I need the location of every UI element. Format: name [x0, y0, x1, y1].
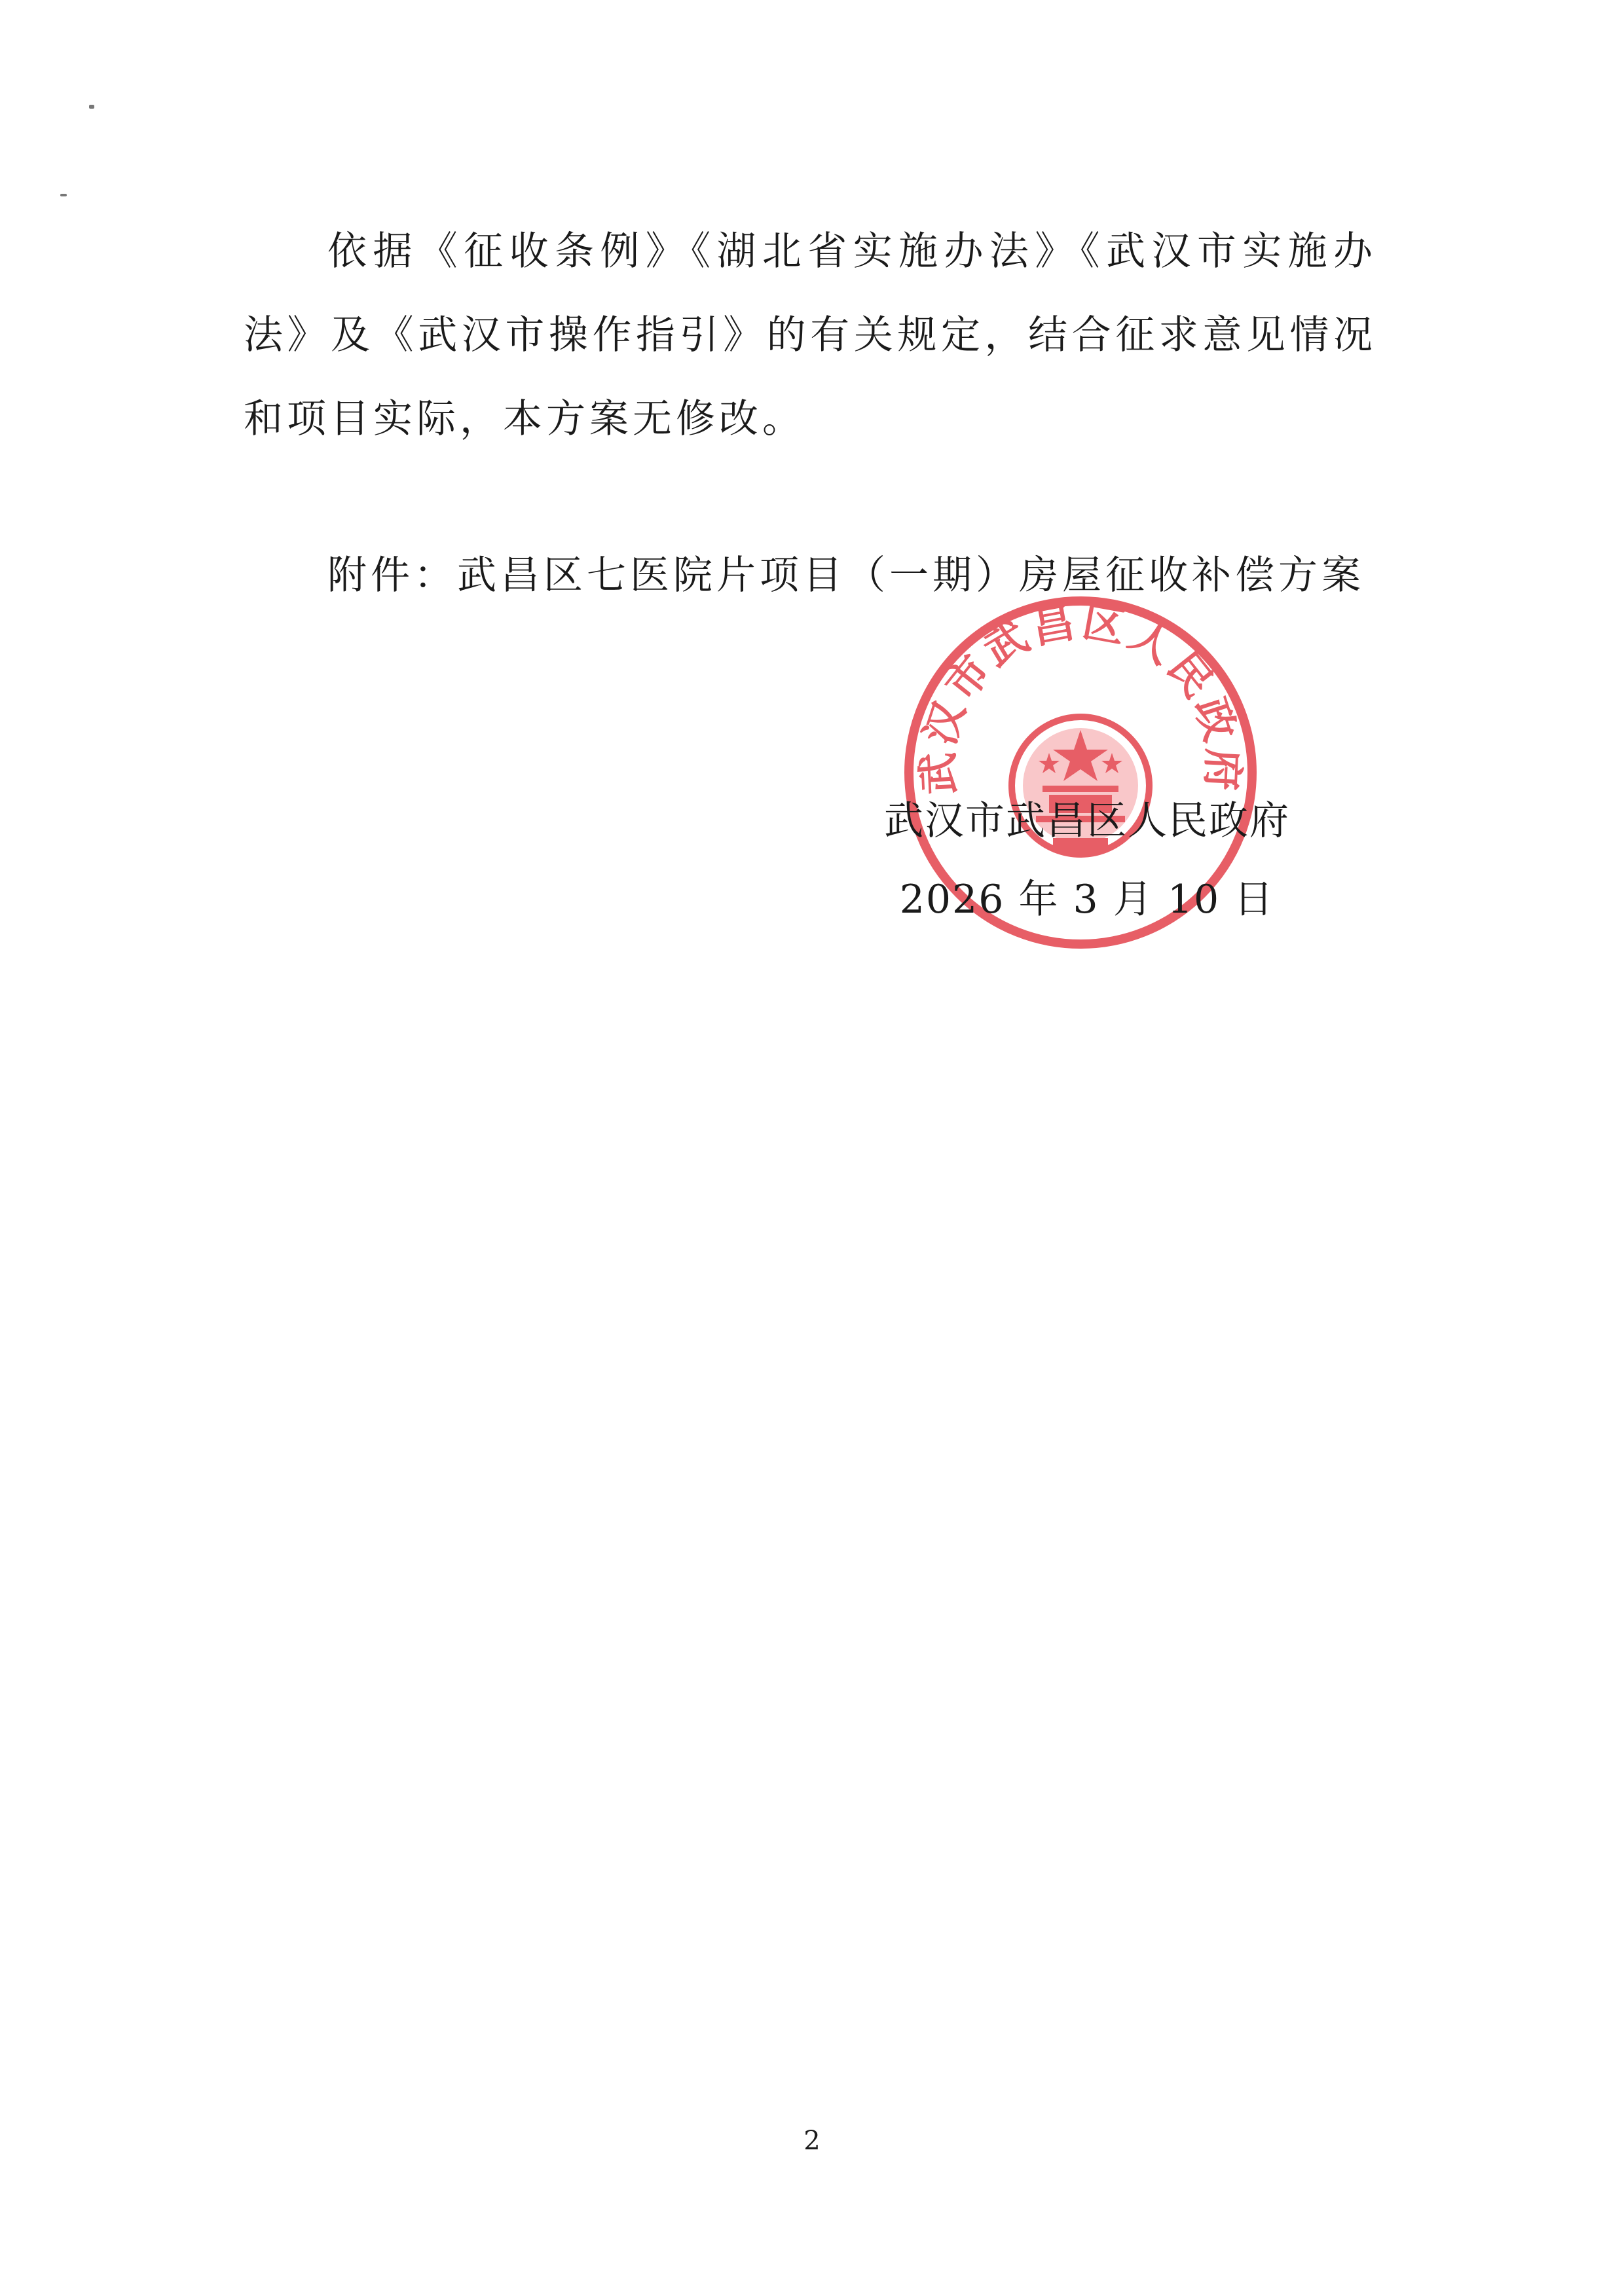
- issuer-name: 武汉市武昌区人民政府: [884, 798, 1290, 844]
- attachment-line: 附件：武昌区七医院片项目（一期）房屋征收补偿方案: [327, 553, 1365, 598]
- scan-speck: [60, 194, 67, 196]
- page-number: 2: [803, 2126, 821, 2156]
- body-paragraph: 依据《征收条例》《湖北省实施办法》《武汉市实施办法》及《武汉市操作指引》的有关规定，结合征求意见情况和项目实际，本方案无修改。: [244, 228, 1376, 442]
- seal-text: 武汉市武昌区人民政府: [913, 597, 1248, 796]
- issue-date: 2026 年 3 月 10 日: [899, 877, 1275, 922]
- scan-speck: [89, 105, 94, 109]
